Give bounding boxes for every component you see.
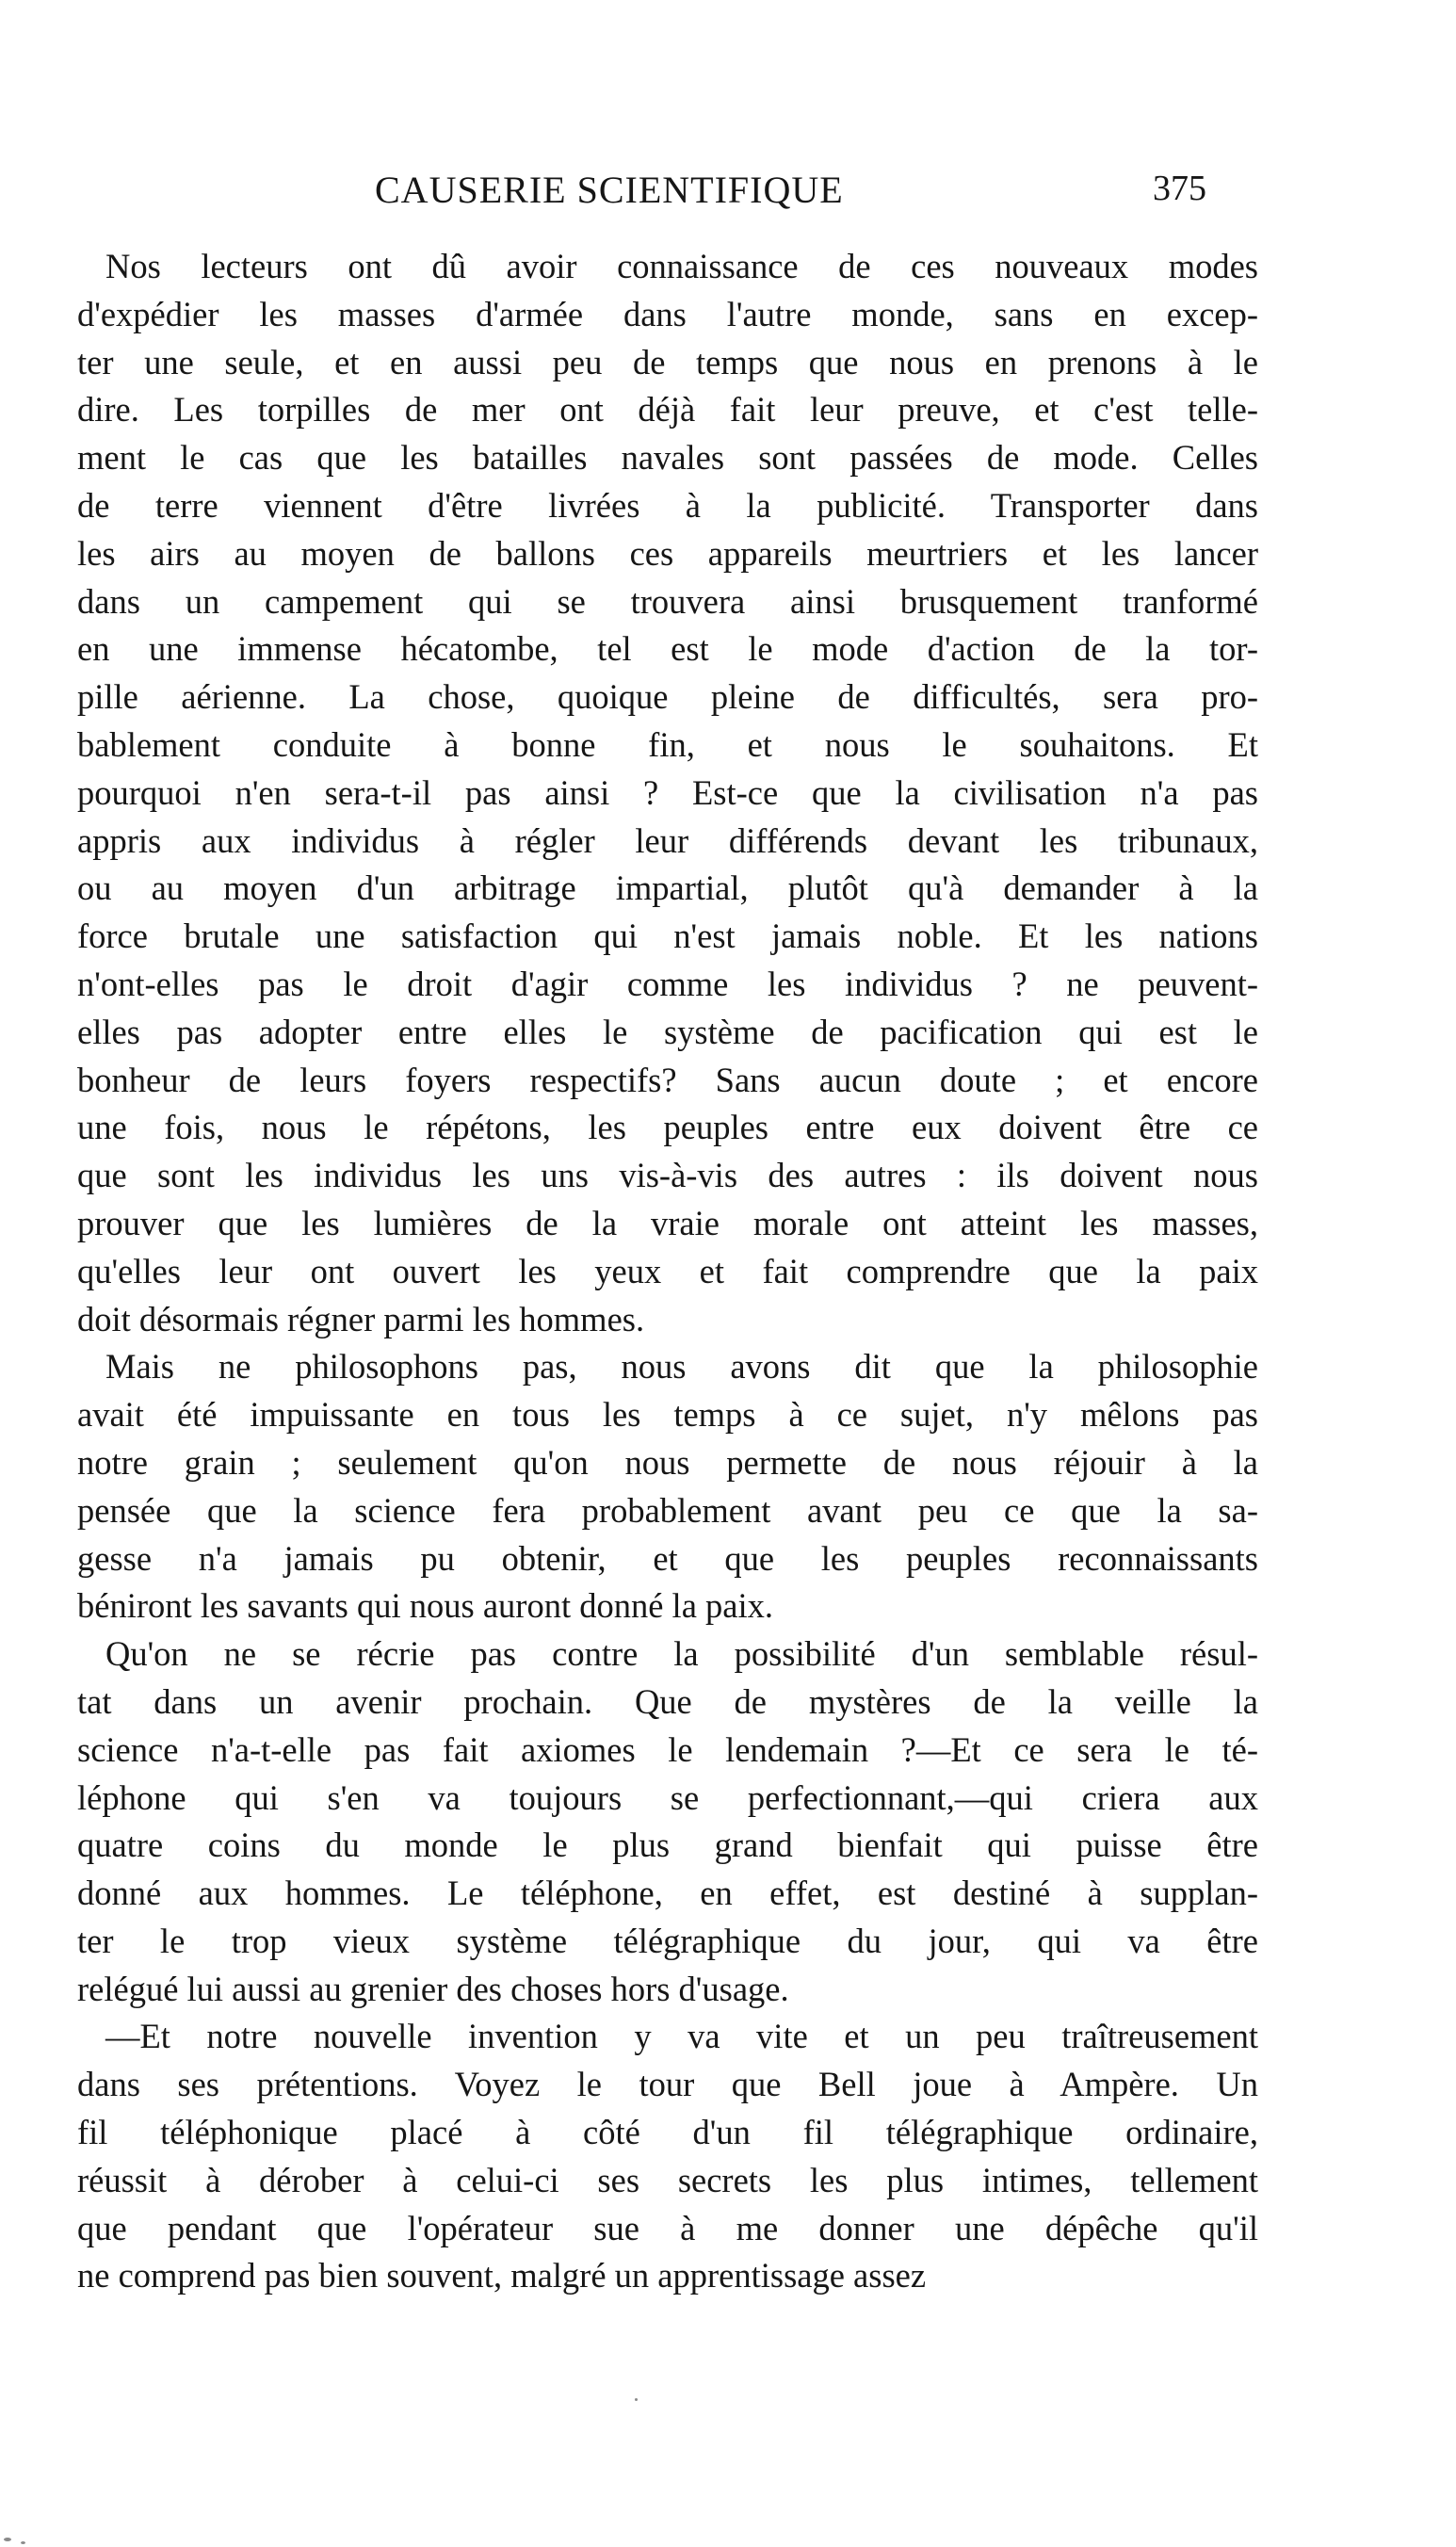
text-line: réussit à dérober à celui-ci ses secrets les plus intimes, tellement bbox=[77, 2160, 1258, 2199]
paragraph bbox=[77, 2013, 1258, 2300]
text-line: tat dans un avenir prochain. Que de mystères de la veille la bbox=[77, 1681, 1258, 1721]
text-line: science n'a-t-elle pas fait axiomes le lendemain ?—Et ce sera le té- bbox=[77, 1729, 1258, 1769]
text-line: léphone qui s'en va toujours se perfectionnant,—qui criera aux bbox=[77, 1777, 1258, 1817]
text-line: donné aux hommes. Le téléphone, en effet, est destiné à supplan- bbox=[77, 1874, 1258, 1913]
text-line: qu'elles leur ont ouvert les yeux et fait comprendre que la paix bbox=[77, 1251, 1258, 1290]
text-line: bablement conduite à bonne fin, et nous le souhaitons. Et bbox=[77, 724, 1258, 764]
text-line: ter une seule, et en aussi peu de temps que nous en prenons à le bbox=[77, 342, 1258, 381]
print-speck bbox=[635, 2398, 638, 2401]
running-title: CAUSERIE SCIENTIFIQUE bbox=[375, 169, 844, 211]
text-line: Nos lecteurs ont dû avoir connaissance de ces nouveaux modes bbox=[105, 247, 1258, 285]
text-line: que sont les individus les uns vis-à-vis des autres : ils doivent nous bbox=[77, 1156, 1258, 1195]
text-line: ment le cas que les batailles navales sont passées de mode. Celles bbox=[77, 438, 1258, 478]
text-line: fil téléphonique placé à côté d'un fil télégraphique ordinaire, bbox=[77, 2113, 1258, 2152]
text-line: Qu'on ne se récrie pas contre la possibilité d'un semblable résul- bbox=[105, 1634, 1258, 1674]
text-line: d'expédier les masses d'armée dans l'autre monde, sans en excep- bbox=[77, 294, 1258, 333]
text-line: dans un campement qui se trouvera ainsi brusquement tranformé bbox=[77, 581, 1258, 621]
text-line: notre grain ; seulement qu'on nous permette de nous réjouir à la bbox=[77, 1442, 1258, 1482]
running-head bbox=[0, 168, 1456, 224]
text-line: relégué lui aussi au grenier des choses hors d'usage. bbox=[77, 1969, 789, 2008]
text-line: quatre coins du monde le plus grand bienfait qui puisse être bbox=[77, 1825, 1258, 1865]
text-line: de terre viennent d'être livrées à la publicité. Transporter dans bbox=[77, 485, 1258, 525]
text-line: ou au moyen d'un arbitrage impartial, plutôt qu'à demander à la bbox=[77, 868, 1258, 908]
text-line: —Et notre nouvelle invention y va vite et un peu traîtreusement bbox=[105, 2017, 1258, 2056]
text-line: n'ont-elles pas le droit d'agir comme les individus ? ne peuvent- bbox=[77, 964, 1258, 1003]
page-number: 375 bbox=[1153, 169, 1206, 208]
text-line: pille aérienne. La chose, quoique pleine de difficultés, sera pro- bbox=[77, 677, 1258, 717]
text-line: dire. Les torpilles de mer ont déjà fait leur preuve, et c'est telle- bbox=[77, 390, 1258, 430]
text-line: force brutale une satisfaction qui n'est jamais noble. Et les nations bbox=[77, 917, 1258, 956]
text-line: doit désormais régner parmi les hommes. bbox=[77, 1299, 645, 1338]
paragraph bbox=[77, 1630, 1258, 2013]
text-line: elles pas adopter entre elles le système de pacification qui est le bbox=[77, 1012, 1258, 1051]
body-text bbox=[77, 243, 1258, 2300]
text-line: pourquoi n'en sera-t-il pas ainsi ? Est-ce que la civilisation n'a pas bbox=[77, 772, 1258, 812]
text-line: appris aux individus à régler leur différends devant les tribunaux, bbox=[77, 820, 1258, 860]
text-line: ter le trop vieux système télégraphique du jour, qui va être bbox=[77, 1921, 1258, 1960]
text-line: Mais ne philosophons pas, nous avons dit que la philosophie bbox=[105, 1347, 1258, 1387]
text-line: avait été impuissante en tous les temps à ce sujet, n'y mêlons pas bbox=[77, 1395, 1258, 1435]
text-line: ne comprend pas bien souvent, malgré un apprentissage assez bbox=[77, 2256, 927, 2296]
text-line: gesse n'a jamais pu obtenir, et que les peuples reconnaissants bbox=[77, 1538, 1258, 1578]
print-speck bbox=[4, 2538, 11, 2541]
text-line: les airs au moyen de ballons ces appareils meurtriers et les lancer bbox=[77, 533, 1258, 573]
text-line: en une immense hécatombe, tel est le mode d'action de la tor- bbox=[77, 629, 1258, 669]
text-line: pensée que la science fera probablement avant peu ce que la sa- bbox=[77, 1490, 1258, 1530]
text-line: dans ses prétentions. Voyez le tour que Bell joue à Ampère. Un bbox=[77, 2065, 1258, 2104]
print-speck bbox=[21, 2541, 25, 2544]
text-line: prouver que les lumières de la vraie morale ont atteint les masses, bbox=[77, 1203, 1258, 1242]
text-line: béniront les savants qui nous auront donné la paix. bbox=[77, 1586, 773, 1626]
text-line: que pendant que l'opérateur sue à me donner une dépêche qu'il bbox=[77, 2208, 1258, 2247]
paragraph bbox=[77, 1343, 1258, 1630]
text-line: une fois, nous le répétons, les peuples entre eux doivent être ce bbox=[77, 1108, 1258, 1147]
paragraph bbox=[77, 243, 1258, 1343]
text-line: bonheur de leurs foyers respectifs? Sans aucun doute ; et encore bbox=[77, 1060, 1258, 1099]
